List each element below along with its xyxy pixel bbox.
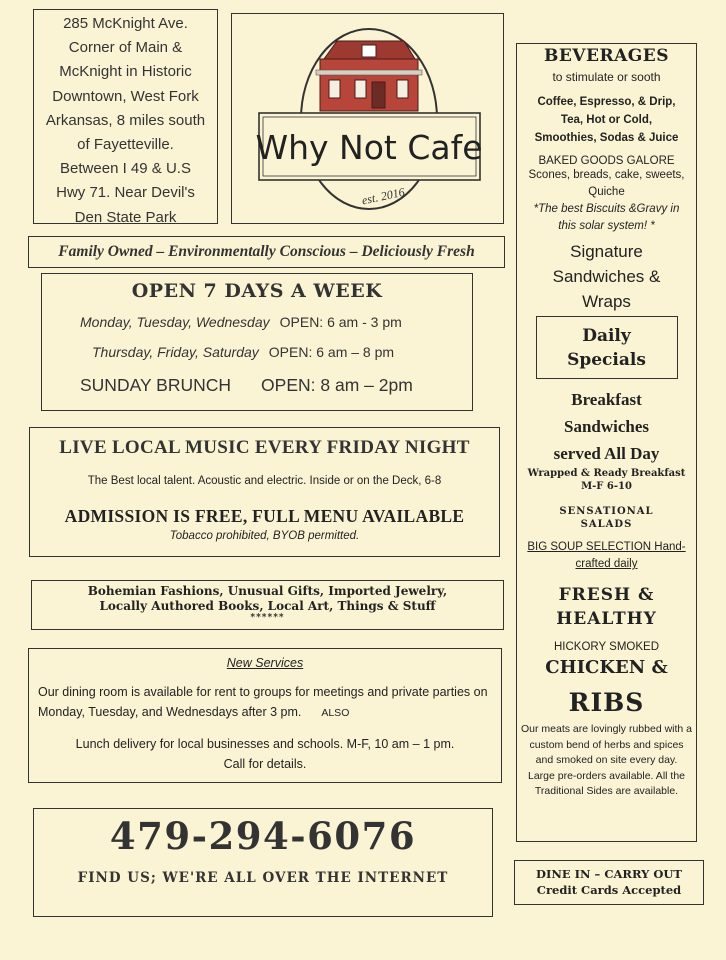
- salads-heading: [521, 505, 692, 531]
- list-item: Coffee, Espresso, & Drip,: [537, 96, 676, 108]
- address-line: Corner of Main &: [68, 39, 183, 57]
- beverages-list: [521, 93, 692, 147]
- tagline-banner: Family Owned – Environmentally Conscious – Deliciously Fresh: [28, 236, 505, 268]
- address-line: of Fayetteville.: [77, 136, 174, 154]
- hours-open: OPEN: 8 am – 2pm: [261, 375, 413, 395]
- services-text: Lunch delivery for local businesses and schools. M-F, 10 am – 1 pm.: [75, 737, 455, 751]
- baked-goods-title: BAKED GOODS GALORE: [538, 155, 675, 167]
- hours-row: [92, 344, 394, 360]
- logo-est-text: est. 2016: [360, 184, 406, 208]
- beverages-title: BEVERAGES: [543, 46, 670, 66]
- find-us-text: FIND US; WE'RE ALL OVER THE INTERNET: [77, 870, 449, 886]
- signature-line: Signature: [570, 242, 643, 261]
- services-text: Call for details.: [223, 757, 307, 771]
- gifts-line: Locally Authored Books, Local Art, Things & Stuff: [99, 599, 436, 613]
- ribs-heading: RIBS: [568, 688, 645, 717]
- music-admission: ADMISSION IS FREE, FULL MENU AVAILABLE: [64, 506, 465, 526]
- live-music-box: [29, 427, 500, 557]
- services-text: Our dining room is available for rent to groups for meetings and private parties on Monday, Tuesday, and Wednesdays after 3 pm.: [38, 685, 488, 719]
- address-box: [33, 9, 218, 224]
- wrapped-breakfast: [521, 467, 692, 493]
- signature-sandwiches: [521, 239, 692, 314]
- music-subtitle: The Best local talent. Acoustic and electric. Inside or on the Deck, 6-8: [87, 475, 442, 487]
- daily-line: Specials: [567, 349, 646, 370]
- dine-in-line: DINE IN – CARRY OUT: [536, 867, 682, 881]
- meats-description: Our meats are lovingly rubbed with a custom bend of herbs and spices and smoked on site every day. Large pre-orders available. All the Traditional Sides are available.: [521, 723, 692, 797]
- gifts-stars: ******: [250, 613, 285, 623]
- services-paragraph: [38, 682, 495, 723]
- biscuits-note: [521, 201, 692, 235]
- breakfast-heading: [521, 386, 692, 467]
- list-item: Quiche: [588, 186, 625, 198]
- hours-days: Thursday, Friday, Saturday: [92, 344, 259, 360]
- list-item: Scones, breads, cake, sweets,: [528, 169, 685, 181]
- music-title: LIVE LOCAL MUSIC EVERY FRIDAY NIGHT: [59, 437, 470, 458]
- hours-days: Monday, Tuesday, Wednesday: [80, 314, 270, 330]
- hours-title: OPEN 7 DAYS A WEEK: [131, 280, 383, 302]
- hours-open: OPEN: 6 am - 3 pm: [279, 314, 402, 330]
- signature-line: Sandwiches &: [552, 267, 661, 286]
- list-item: Tea, Hot or Cold,: [560, 114, 653, 126]
- services-paragraph: [29, 734, 501, 774]
- dine-in-box: [514, 860, 704, 905]
- salads-line: SALADS: [580, 519, 633, 530]
- daily-line: Daily: [582, 325, 631, 346]
- music-note: Tobacco prohibited, BYOB permitted.: [169, 530, 360, 542]
- phone-number: 479-294-6076: [109, 814, 417, 858]
- cafe-logo: [232, 14, 505, 225]
- fresh-line: FRESH &: [558, 585, 655, 605]
- soup-line: BIG SOUP SELECTION Hand-: [527, 541, 686, 553]
- hours-open: OPEN: 6 am – 8 pm: [268, 344, 395, 360]
- gifts-line: Bohemian Fashions, Unusual Gifts, Imported Jewelry,: [87, 584, 448, 598]
- gifts-box: [31, 580, 504, 630]
- hours-box: [41, 273, 473, 411]
- address-line: Den State Park: [74, 208, 177, 226]
- fresh-healthy-heading: [521, 583, 692, 631]
- breakfast-line: served All Day: [553, 444, 660, 463]
- breakfast-line: Breakfast: [571, 390, 642, 409]
- beverages-subtitle: to stimulate or sooth: [552, 70, 661, 84]
- address-line: Arkansas, 8 miles south: [45, 111, 206, 129]
- wrapped-line: Wrapped & Ready Breakfast: [527, 468, 686, 479]
- chicken-heading: CHICKEN &: [545, 657, 668, 678]
- hours-row: [80, 375, 413, 396]
- fresh-line: HEALTHY: [556, 609, 657, 629]
- hickory-label: HICKORY SMOKED: [553, 641, 660, 653]
- address-line: Hwy 71. Near Devil's: [56, 184, 195, 202]
- services-title: New Services: [226, 656, 304, 670]
- new-services-box: [28, 648, 502, 783]
- note-line: this solar system! *: [558, 220, 655, 232]
- hours-days: SUNDAY BRUNCH: [80, 375, 232, 395]
- house-icon: [316, 41, 422, 111]
- soup-note: [521, 539, 692, 573]
- salads-line: SENSATIONAL: [559, 506, 654, 517]
- list-item: Smoothies, Sodas & Juice: [534, 132, 679, 144]
- menu-column: [516, 43, 697, 842]
- logo-box: [231, 13, 504, 224]
- baked-goods-list: [521, 167, 692, 201]
- address-line: Downtown, West Fork: [52, 87, 199, 105]
- soup-line: crafted daily: [575, 558, 638, 570]
- services-also: ALSO: [321, 707, 350, 719]
- payment-line: Credit Cards Accepted: [536, 883, 682, 897]
- wrapped-line: M-F 6-10: [581, 481, 632, 492]
- address-line: Between I 49 & U.S: [60, 160, 191, 178]
- logo-name-text: Why Not Cafe: [255, 128, 483, 167]
- breakfast-line: Sandwiches: [563, 417, 650, 436]
- contact-box: [33, 808, 493, 917]
- hours-row: [80, 314, 402, 330]
- signature-line: Wraps: [582, 292, 631, 311]
- note-line: *The best Biscuits &Gravy in: [533, 203, 680, 215]
- address-line: McKnight in Historic: [59, 63, 192, 81]
- address-line: 285 McKnight Ave.: [63, 15, 188, 32]
- daily-specials-box: [536, 316, 678, 379]
